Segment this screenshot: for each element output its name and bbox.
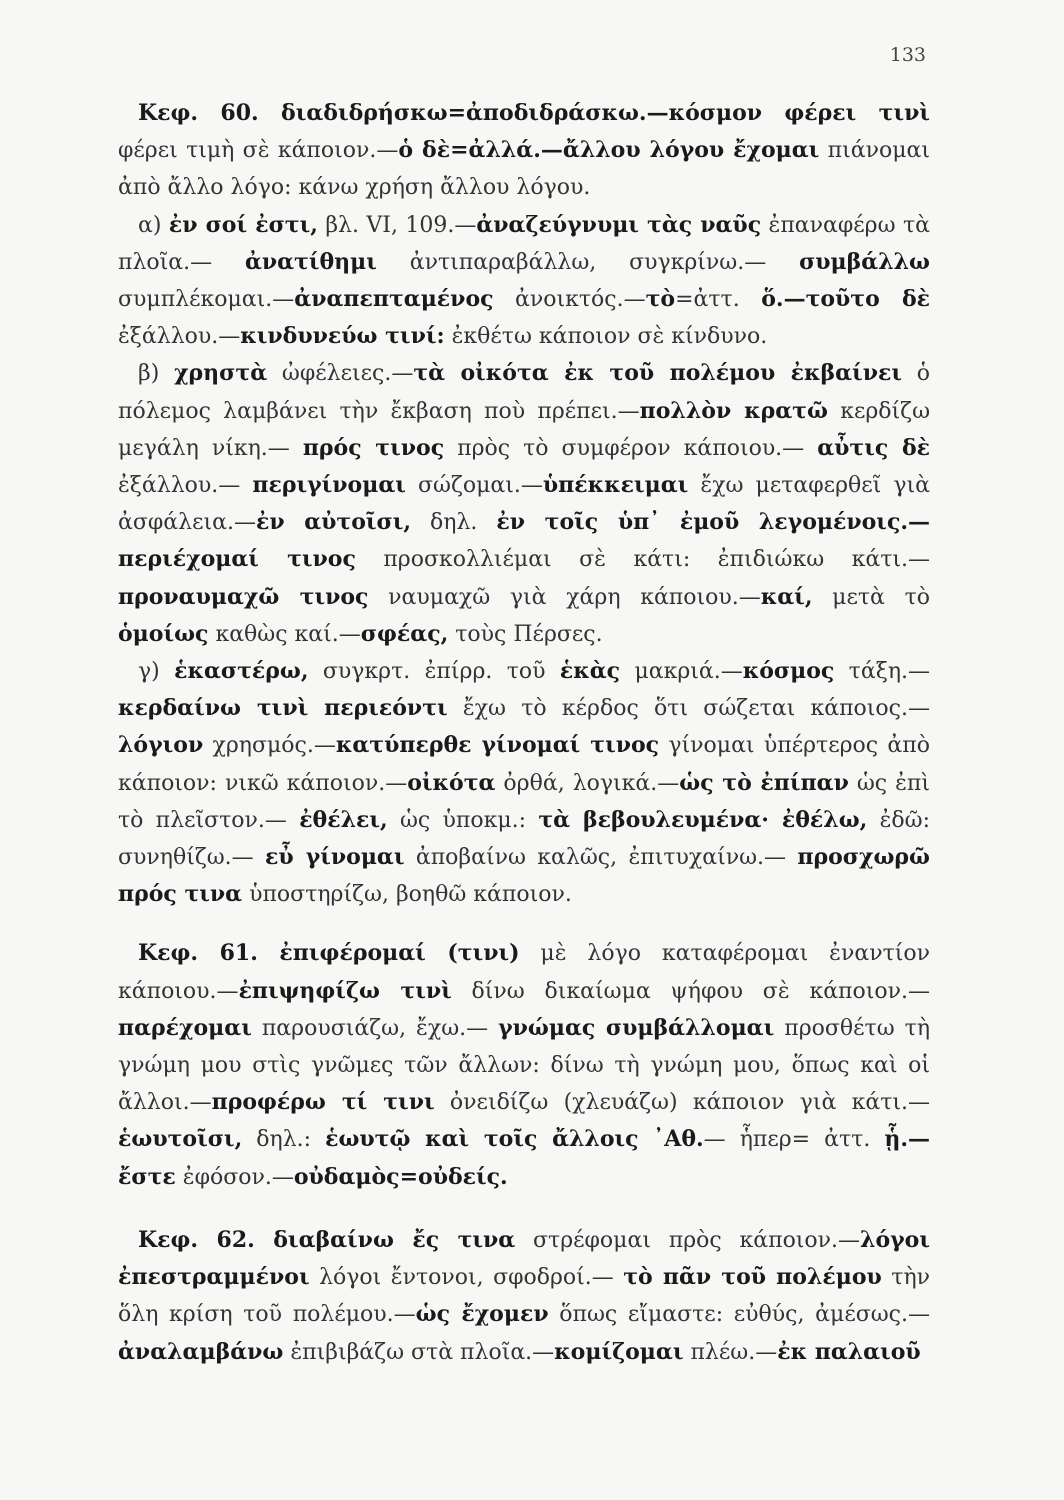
lemma-term: ἑκαστέρω, (174, 658, 309, 685)
gloss-text: τὴν ὅλη κρίση τοῦ πολέμου.— (118, 1265, 930, 1328)
gloss-text: =ἀττ. (675, 287, 762, 313)
lemma-term: οὐδείς. (418, 1163, 508, 1190)
lemma-term: ὅ.—τοῦτο δὲ (761, 286, 931, 313)
lemma-term: προναυμαχῶ τινος (118, 583, 369, 610)
gloss-text: στρέφομαι πρὸς κάποιον.— (515, 1227, 861, 1253)
gloss-text: συγκρτ. ἐπίρρ. τοῦ (308, 659, 560, 685)
lemma-term: Κεφ. 60. διαδιδρήσκω=ἀποδιδράσκω.—κόσμον φέρει τινὶ (138, 100, 930, 126)
lemma-term: προφέρω τί τινι (211, 1089, 435, 1116)
gloss-text: ὡς ὑποκμ.: (387, 807, 539, 833)
lemma-term: σφέας, (360, 620, 449, 647)
lemma-term: ἀναλαμβάνω (118, 1338, 284, 1365)
gloss-text: — ἧπερ= ἀττ. (703, 1127, 885, 1153)
lemma-term: προσχωρῶ πρός τινα (118, 844, 930, 908)
lemma-term: λόγιον (118, 732, 204, 759)
lemma-term: ἐθέλει, (299, 806, 388, 833)
lemma-term: τὰ βεβουλευμένα· ἐθέλω, (538, 806, 868, 833)
gloss-text: ὅπως εἴμαστε: εὐθύς, ἀμέσως.— (548, 1302, 930, 1328)
gloss-text: β) (138, 361, 175, 387)
gloss-text: ἐπαναφέρω τὰ πλοῖα.— (118, 212, 930, 275)
gloss-text: ὡς ἐπὶ τὸ πλεῖστον.— (118, 770, 931, 833)
gloss-text: τάξη.— (834, 659, 931, 685)
gloss-text: γίνομαι ὑπέρτερος ἀπὸ κάποιον: νικῶ κάποιον.— (118, 733, 930, 796)
lemma-term: κατύπερθε γίνομαί τινος (335, 732, 660, 759)
lemma-term: ἑωυτῷ καὶ τοῖς ἄλλοις ᾽Αθ. (325, 1126, 704, 1153)
commentary-paragraph-kef-61 (118, 935, 930, 1195)
lemma-term: συμβάλλω (799, 248, 930, 275)
lemma-term: ὡς ἔχομεν (415, 1301, 549, 1328)
lemma-term: Κεφ. 61. ἐπιφέρομαί (τινι) (138, 940, 520, 967)
gloss-text: ὀνειδίζω (χλευάζω) κάποιον γιὰ κάτι.— (434, 1090, 931, 1116)
gloss-text: χρησμός.— (203, 733, 336, 759)
commentary-paragraph-kef-60-a (118, 207, 930, 356)
lemma-term: λόγοι ἐπεστραμμένοι (118, 1226, 930, 1291)
lemma-term: ἀναζεύγνυμι τὰς ναῦς (476, 211, 762, 238)
commentary-paragraph-kef-60-b (118, 355, 930, 653)
gloss-text: συμπλέκομαι.— (118, 287, 295, 313)
lemma-term: πολλὸν κρατῶ (639, 397, 828, 424)
gloss-text: ὁ πόλεμος λαμβάνει τὴν ἔκβαση ποὺ πρέπει.— (118, 361, 930, 424)
lemma-term: αὖτις δὲ (817, 434, 931, 461)
lemma-term: οὐδαμὸς= (293, 1163, 419, 1190)
lemma-term: ἑωυτοῖσι, (118, 1126, 243, 1153)
gloss-text: α) (138, 212, 169, 238)
lemma-term: ὑπέκκειμαι (542, 472, 689, 499)
lemma-term: ἐκ παλαιοῦ (777, 1338, 921, 1365)
gloss-text: πρὸς τὸ συμφέρον κάποιου.— (444, 435, 818, 461)
gloss-text: ὑποστηρίζω, βοηθῶ κάποιον. (242, 882, 572, 908)
gloss-text: δηλ.: (242, 1127, 326, 1153)
lemma-term: τὰ οἰκότα ἐκ τοῦ πολέμου ἐκβαίνει (413, 360, 902, 387)
gloss-text: ἐφόσον.— (175, 1164, 294, 1190)
lemma-term: περιγίνομαι (252, 472, 406, 499)
gloss-text: ἔχω μεταφερθεῖ γιὰ ἀσφάλεια.— (118, 473, 930, 536)
lemma-term: καί, (760, 583, 813, 610)
lemma-term: ἐν τοῖς ὑπ᾽ ἐμοῦ λεγομένοις.—περιέχομαί τινος (118, 509, 930, 573)
gloss-text: βλ. VI, 109.— (317, 212, 477, 238)
lemma-term: ἀνατίθημι (244, 248, 377, 275)
gloss-text: καθὼς καί.— (208, 621, 361, 647)
gloss-text: γ) (138, 659, 175, 685)
lemma-term: κομίζομαι (554, 1338, 684, 1365)
gloss-text: ἐδῶ: συνηθίζω.— (118, 807, 930, 871)
lemma-term: ἐπιψηφίζω τινὶ (238, 977, 452, 1004)
lemma-term: τὸ (645, 286, 676, 313)
lemma-term: ᾗ.— ἔστε (118, 1126, 931, 1190)
gloss-text: τοὺς Πέρσες. (448, 621, 603, 647)
gloss-text: ναυμαχῶ γιὰ χάρη κάποιου.— (368, 584, 761, 610)
lemma-term: Κεφ. 62. διαβαίνω ἔς τινα (138, 1226, 516, 1253)
gloss-text: ἐξάλλου.— (118, 324, 241, 350)
lemma-term: εὖ γίνομαι (265, 844, 405, 871)
lemma-term: τὸ πᾶν τοῦ πολέμου (623, 1264, 882, 1291)
lemma-term: ἐν αὐτοῖσι, (255, 509, 412, 536)
lemma-term: κερδαίνω τινὶ περιεόντι (118, 695, 448, 722)
gloss-text: παρουσιάζω, ἔχω.— (251, 1015, 499, 1041)
lemma-term: ὁμοίως (118, 620, 209, 647)
gloss-text: μετὰ τὸ (812, 584, 931, 610)
gloss-text: μὲ λόγο καταφέρομαι ἐναντίον κάποιου.— (118, 941, 930, 1004)
commentary-paragraph-kef-60-c (118, 653, 930, 913)
lemma-term: ἑκὰς (559, 658, 621, 685)
gloss-text: ἐπιβιβάζω στὰ πλοῖα.— (283, 1339, 555, 1365)
gloss-text: προσκολλιέμαι σὲ κάτι: ἐπιδιώκω κάτι.— (355, 547, 931, 573)
gloss-text: ἀνοικτός.— (493, 287, 646, 313)
gloss-text: ἀποβαίνω καλῶς, ἐπιτυχαίνω.— (404, 845, 798, 871)
lemma-term: ὡς τὸ ἐπίπαν (679, 769, 849, 796)
gloss-text: προσθέτω τὴ γνώμη μου στὶς γνῶμες τῶν ἄλλων: δίνω τὴ γνώμη μου, ὅπως καὶ οἱ ἄλλοι.— (118, 1015, 930, 1116)
gloss-text: ἀντιπαραβάλλω, συγκρίνω.— (376, 249, 800, 275)
commentary-paragraph-kef-60 (118, 95, 930, 207)
lemma-term: κόσμος (742, 658, 835, 685)
lemma-term: πρός τινος (302, 434, 445, 461)
gloss-text: ἐκθέτω κάποιον σὲ κίνδυνο. (444, 324, 768, 350)
gloss-text: μακριά.— (620, 659, 743, 685)
gloss-text: δίνω δικαίωμα ψήφου σὲ κάποιον.— (451, 978, 930, 1004)
gloss-text: σώζομαι.— (405, 473, 543, 499)
gloss-text: δηλ. (411, 510, 497, 536)
commentary-paragraph-kef-62 (118, 1222, 930, 1371)
gloss-text: ὀρθά, λογικά.— (495, 770, 680, 796)
page-body (118, 95, 930, 1371)
lemma-term: παρέχομαι (118, 1014, 252, 1041)
gloss-text: πιάνομαι ἀπὸ ἄλλο λόγο: κάνω χρήση ἄλλου λόγου. (118, 138, 931, 201)
lemma-term: γνώμας συμβάλλομαι (498, 1014, 775, 1041)
gloss-text: ὠφέλειες.— (267, 361, 414, 387)
gloss-text: φέρει τιμὴ σὲ κάποιον.— (118, 138, 399, 164)
gloss-text: λόγοι ἔντονοι, σφοδροί.— (309, 1265, 624, 1291)
gloss-text: ἐξάλλου.— (118, 473, 253, 499)
gloss-text: ἔχω τὸ κέρδος ὅτι σώζεται κάποιος.— (447, 696, 930, 722)
lemma-term: ἐν σοί ἐστι, (168, 211, 318, 238)
gloss-text: κερδίζω μεγάλη νίκη.— (118, 398, 931, 461)
lemma-term: ἀναπεπταμένος (294, 286, 494, 313)
gloss-text: πλέω.— (683, 1339, 778, 1365)
lemma-term: οἰκότα (407, 769, 496, 796)
lemma-term: ὁ δὲ=ἀλλά.—ἄλλου λόγου ἔχομαι (398, 137, 820, 164)
page-number: 133 (889, 44, 926, 66)
lemma-term: χρηστὰ (174, 360, 268, 387)
lemma-term: κινδυνεύω τινί: (240, 323, 445, 350)
